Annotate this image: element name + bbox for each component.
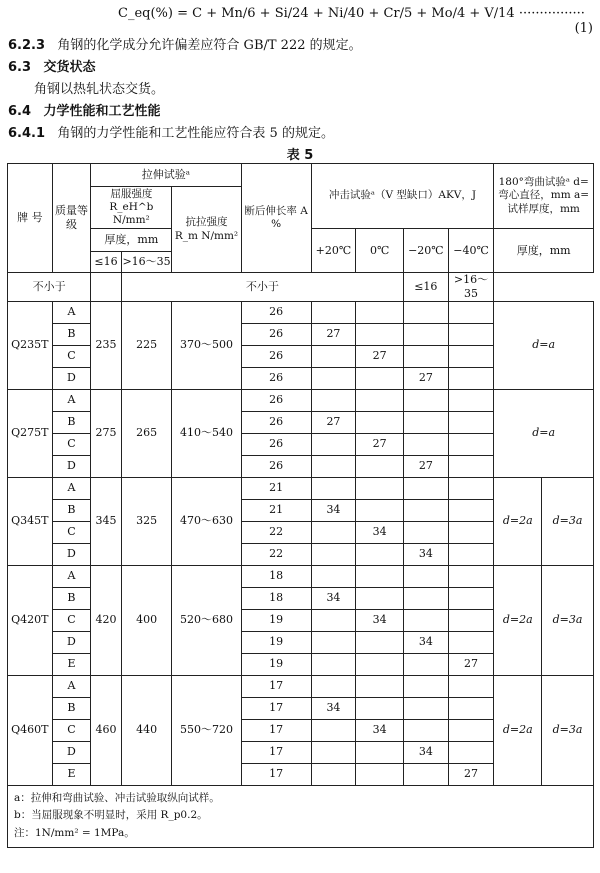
elongation: 17 [241,697,311,719]
elongation: 26 [241,389,311,411]
col-impact: 冲击试验ᵃ（V 型缺口）AKV，J [311,164,494,229]
impact-empty [404,389,449,411]
section-text: 角钢的化学成分允许偏差应符合 GB/T 222 的规定。 [57,38,362,53]
elongation: 17 [241,675,311,697]
elongation: 22 [241,543,311,565]
table-row [8,389,594,411]
section-text: 角钢的力学性能和工艺性能应符合表 5 的规定。 [57,126,334,141]
bend-16-35: d=3a [542,565,594,675]
col-bend-1: ≤16 [404,273,449,302]
impact-empty [448,345,494,367]
elongation: 26 [241,301,311,323]
quality-level: B [52,587,91,609]
impact-empty [311,301,356,323]
yield-le16: 460 [91,675,121,785]
quality-level: D [52,455,91,477]
quality-level: A [52,675,91,697]
impact-empty [356,631,404,653]
impact-empty [356,653,404,675]
section-heading: 力学性能和工艺性能 [43,104,161,119]
col-elongation: 断后伸长率 A % [241,164,311,273]
impact-empty [311,763,356,785]
row-min-tensile: 不小于 [8,273,91,302]
yield-le16: 420 [91,565,121,675]
impact-empty [404,719,449,741]
impact-empty [404,323,449,345]
impact-empty [448,477,494,499]
formula-text: C_eq(%) = C + Mn/6 + Si/24 + Ni/40 + Cr/5 + Mo/4 + V/14 ················ [118,6,585,21]
note-a: a：拉伸和弯曲试验、冲击试验取纵向试样。 [14,791,220,804]
grade-name: Q235T [8,301,53,389]
col-quality: 质量等级 [52,164,91,273]
section-6-3 [8,56,95,75]
elongation: 17 [241,719,311,741]
elongation: 26 [241,411,311,433]
impact-value: 34 [356,521,404,543]
table-notes [8,785,594,848]
impact-empty [448,587,494,609]
section-text: 角钢以热轧状态交货。 [34,82,165,97]
impact-empty [311,477,356,499]
quality-level: C [52,609,91,631]
section-number: 6.2.3 [8,38,46,53]
table-row [8,675,594,697]
impact-empty [448,675,494,697]
impact-empty [311,433,356,455]
bend-value: d=a [494,389,594,477]
impact-empty [448,323,494,345]
impact-empty [404,763,449,785]
col-thick-2: >16～35 [121,252,172,273]
impact-empty [356,499,404,521]
impact-empty [356,543,404,565]
quality-level: B [52,697,91,719]
bend-value: d=a [494,301,594,389]
elongation: 18 [241,587,311,609]
section-number: 6.3 [8,60,32,75]
impact-value: 27 [404,455,449,477]
table-5 [7,163,594,848]
quality-level: D [52,741,91,763]
note-b: b：当屈服现象不明显时，采用 R_p0.2。 [14,809,208,822]
elongation: 26 [241,433,311,455]
section-number: 6.4.1 [8,126,46,141]
impact-empty [404,697,449,719]
bend-16-35: d=3a [542,477,594,565]
impact-empty [356,411,404,433]
quality-level: A [52,477,91,499]
bend-16-35: d=3a [542,675,594,785]
impact-empty [404,499,449,521]
row-min-blank [91,273,121,302]
impact-empty [448,697,494,719]
table-row [8,301,594,323]
col-bend-2: >16～35 [448,273,494,302]
col-strength: 抗拉强度 R_m N/mm² [172,187,241,273]
section-6-4-1 [8,122,334,141]
impact-empty [448,719,494,741]
row-min-impact: 不小于 [121,273,403,302]
tensile-strength: 520～680 [172,565,241,675]
impact-empty [311,455,356,477]
impact-empty [356,587,404,609]
section-6-2-3 [8,34,362,53]
bend-le16: d=2a [494,565,542,675]
quality-level: A [52,301,91,323]
impact-empty [404,587,449,609]
impact-empty [404,411,449,433]
impact-empty [311,543,356,565]
impact-empty [356,477,404,499]
table-row [8,565,594,587]
quality-level: D [52,367,91,389]
quality-level: C [52,433,91,455]
impact-empty [448,367,494,389]
impact-empty [356,455,404,477]
quality-level: C [52,345,91,367]
impact-value: 34 [356,609,404,631]
impact-empty [311,565,356,587]
quality-level: C [52,521,91,543]
impact-empty [311,609,356,631]
col-bend-thickness: 厚度，mm [494,229,594,273]
bend-le16: d=2a [494,675,542,785]
impact-empty [448,631,494,653]
quality-level: E [52,763,91,785]
impact-value: 27 [356,433,404,455]
impact-empty [311,389,356,411]
impact-value: 34 [356,719,404,741]
grade-name: Q420T [8,565,53,675]
quality-level: C [52,719,91,741]
impact-empty [311,521,356,543]
impact-empty [448,565,494,587]
tensile-strength: 550～720 [172,675,241,785]
section-heading: 交货状态 [43,60,96,75]
impact-empty [356,389,404,411]
elongation: 18 [241,565,311,587]
tensile-strength: 410～540 [172,389,241,477]
elongation: 21 [241,499,311,521]
elongation: 26 [241,455,311,477]
impact-empty [356,301,404,323]
elongation: 19 [241,609,311,631]
col-temp-0: 0℃ [356,229,404,273]
impact-value: 27 [356,345,404,367]
impact-empty [448,609,494,631]
impact-empty [448,411,494,433]
yield-16-35: 440 [121,675,172,785]
elongation: 26 [241,345,311,367]
col-tensile: 拉伸试验ᵃ [91,164,241,187]
quality-level: B [52,411,91,433]
impact-empty [404,675,449,697]
impact-empty [356,741,404,763]
impact-empty [356,675,404,697]
col-thick-1: ≤16 [91,252,121,273]
grade-name: Q460T [8,675,53,785]
col-thickness: 厚度，mm [91,229,172,252]
yield-16-35: 265 [121,389,172,477]
col-temp-p20: +20℃ [311,229,356,273]
elongation: 26 [241,323,311,345]
impact-value: 34 [311,499,356,521]
impact-value: 27 [404,367,449,389]
section-6-3-body [34,78,164,97]
impact-empty [356,697,404,719]
impact-empty [311,653,356,675]
elongation: 19 [241,631,311,653]
elongation: 19 [241,653,311,675]
impact-empty [448,499,494,521]
quality-level: B [52,499,91,521]
impact-empty [404,565,449,587]
grade-name: Q275T [8,389,53,477]
section-number: 6.4 [8,104,32,119]
impact-empty [311,741,356,763]
impact-empty [448,741,494,763]
quality-level: A [52,389,91,411]
impact-empty [404,521,449,543]
table-title: 表 5 [286,148,314,163]
impact-empty [311,631,356,653]
impact-empty [356,367,404,389]
col-temp-m20: −20℃ [404,229,449,273]
tensile-strength: 470～630 [172,477,241,565]
impact-value: 34 [311,587,356,609]
quality-level: B [52,323,91,345]
elongation: 21 [241,477,311,499]
elongation: 17 [241,741,311,763]
impact-empty [448,389,494,411]
ceq-formula [118,6,593,36]
quality-level: E [52,653,91,675]
impact-empty [311,675,356,697]
bend-le16: d=2a [494,477,542,565]
impact-empty [356,323,404,345]
elongation: 22 [241,521,311,543]
impact-value: 34 [404,741,449,763]
yield-16-35: 400 [121,565,172,675]
impact-empty [448,543,494,565]
impact-empty [404,433,449,455]
impact-empty [404,477,449,499]
impact-empty [448,301,494,323]
tensile-strength: 370～500 [172,301,241,389]
impact-empty [404,609,449,631]
yield-le16: 235 [91,301,121,389]
impact-value: 27 [311,323,356,345]
quality-level: D [52,543,91,565]
impact-empty [356,565,404,587]
impact-value: 27 [448,763,494,785]
impact-empty [448,433,494,455]
impact-empty [448,521,494,543]
impact-empty [404,653,449,675]
impact-empty [311,367,356,389]
impact-value: 27 [311,411,356,433]
quality-level: A [52,565,91,587]
impact-empty [311,719,356,741]
yield-16-35: 225 [121,301,172,389]
col-temp-m40: −40℃ [448,229,494,273]
elongation: 26 [241,367,311,389]
impact-empty [448,455,494,477]
section-6-4 [8,100,160,119]
grade-name: Q345T [8,477,53,565]
quality-level: D [52,631,91,653]
impact-empty [356,763,404,785]
yield-le16: 275 [91,389,121,477]
col-grade: 牌 号 [8,164,53,273]
yield-16-35: 325 [121,477,172,565]
note-units: 注：1N/mm² = 1MPa。 [14,827,135,840]
impact-empty [311,345,356,367]
col-bend: 180°弯曲试验ᵃ d=弯心直径，mm a=试样厚度，mm [494,164,594,229]
col-yield: 屈服强度 R_eH^b N/mm² [91,187,172,229]
impact-value: 27 [448,653,494,675]
impact-value: 34 [404,631,449,653]
formula-number: (1) [574,21,593,36]
table-row [8,477,594,499]
impact-value: 34 [404,543,449,565]
impact-empty [404,345,449,367]
impact-empty [404,301,449,323]
elongation: 17 [241,763,311,785]
impact-value: 34 [311,697,356,719]
yield-le16: 345 [91,477,121,565]
